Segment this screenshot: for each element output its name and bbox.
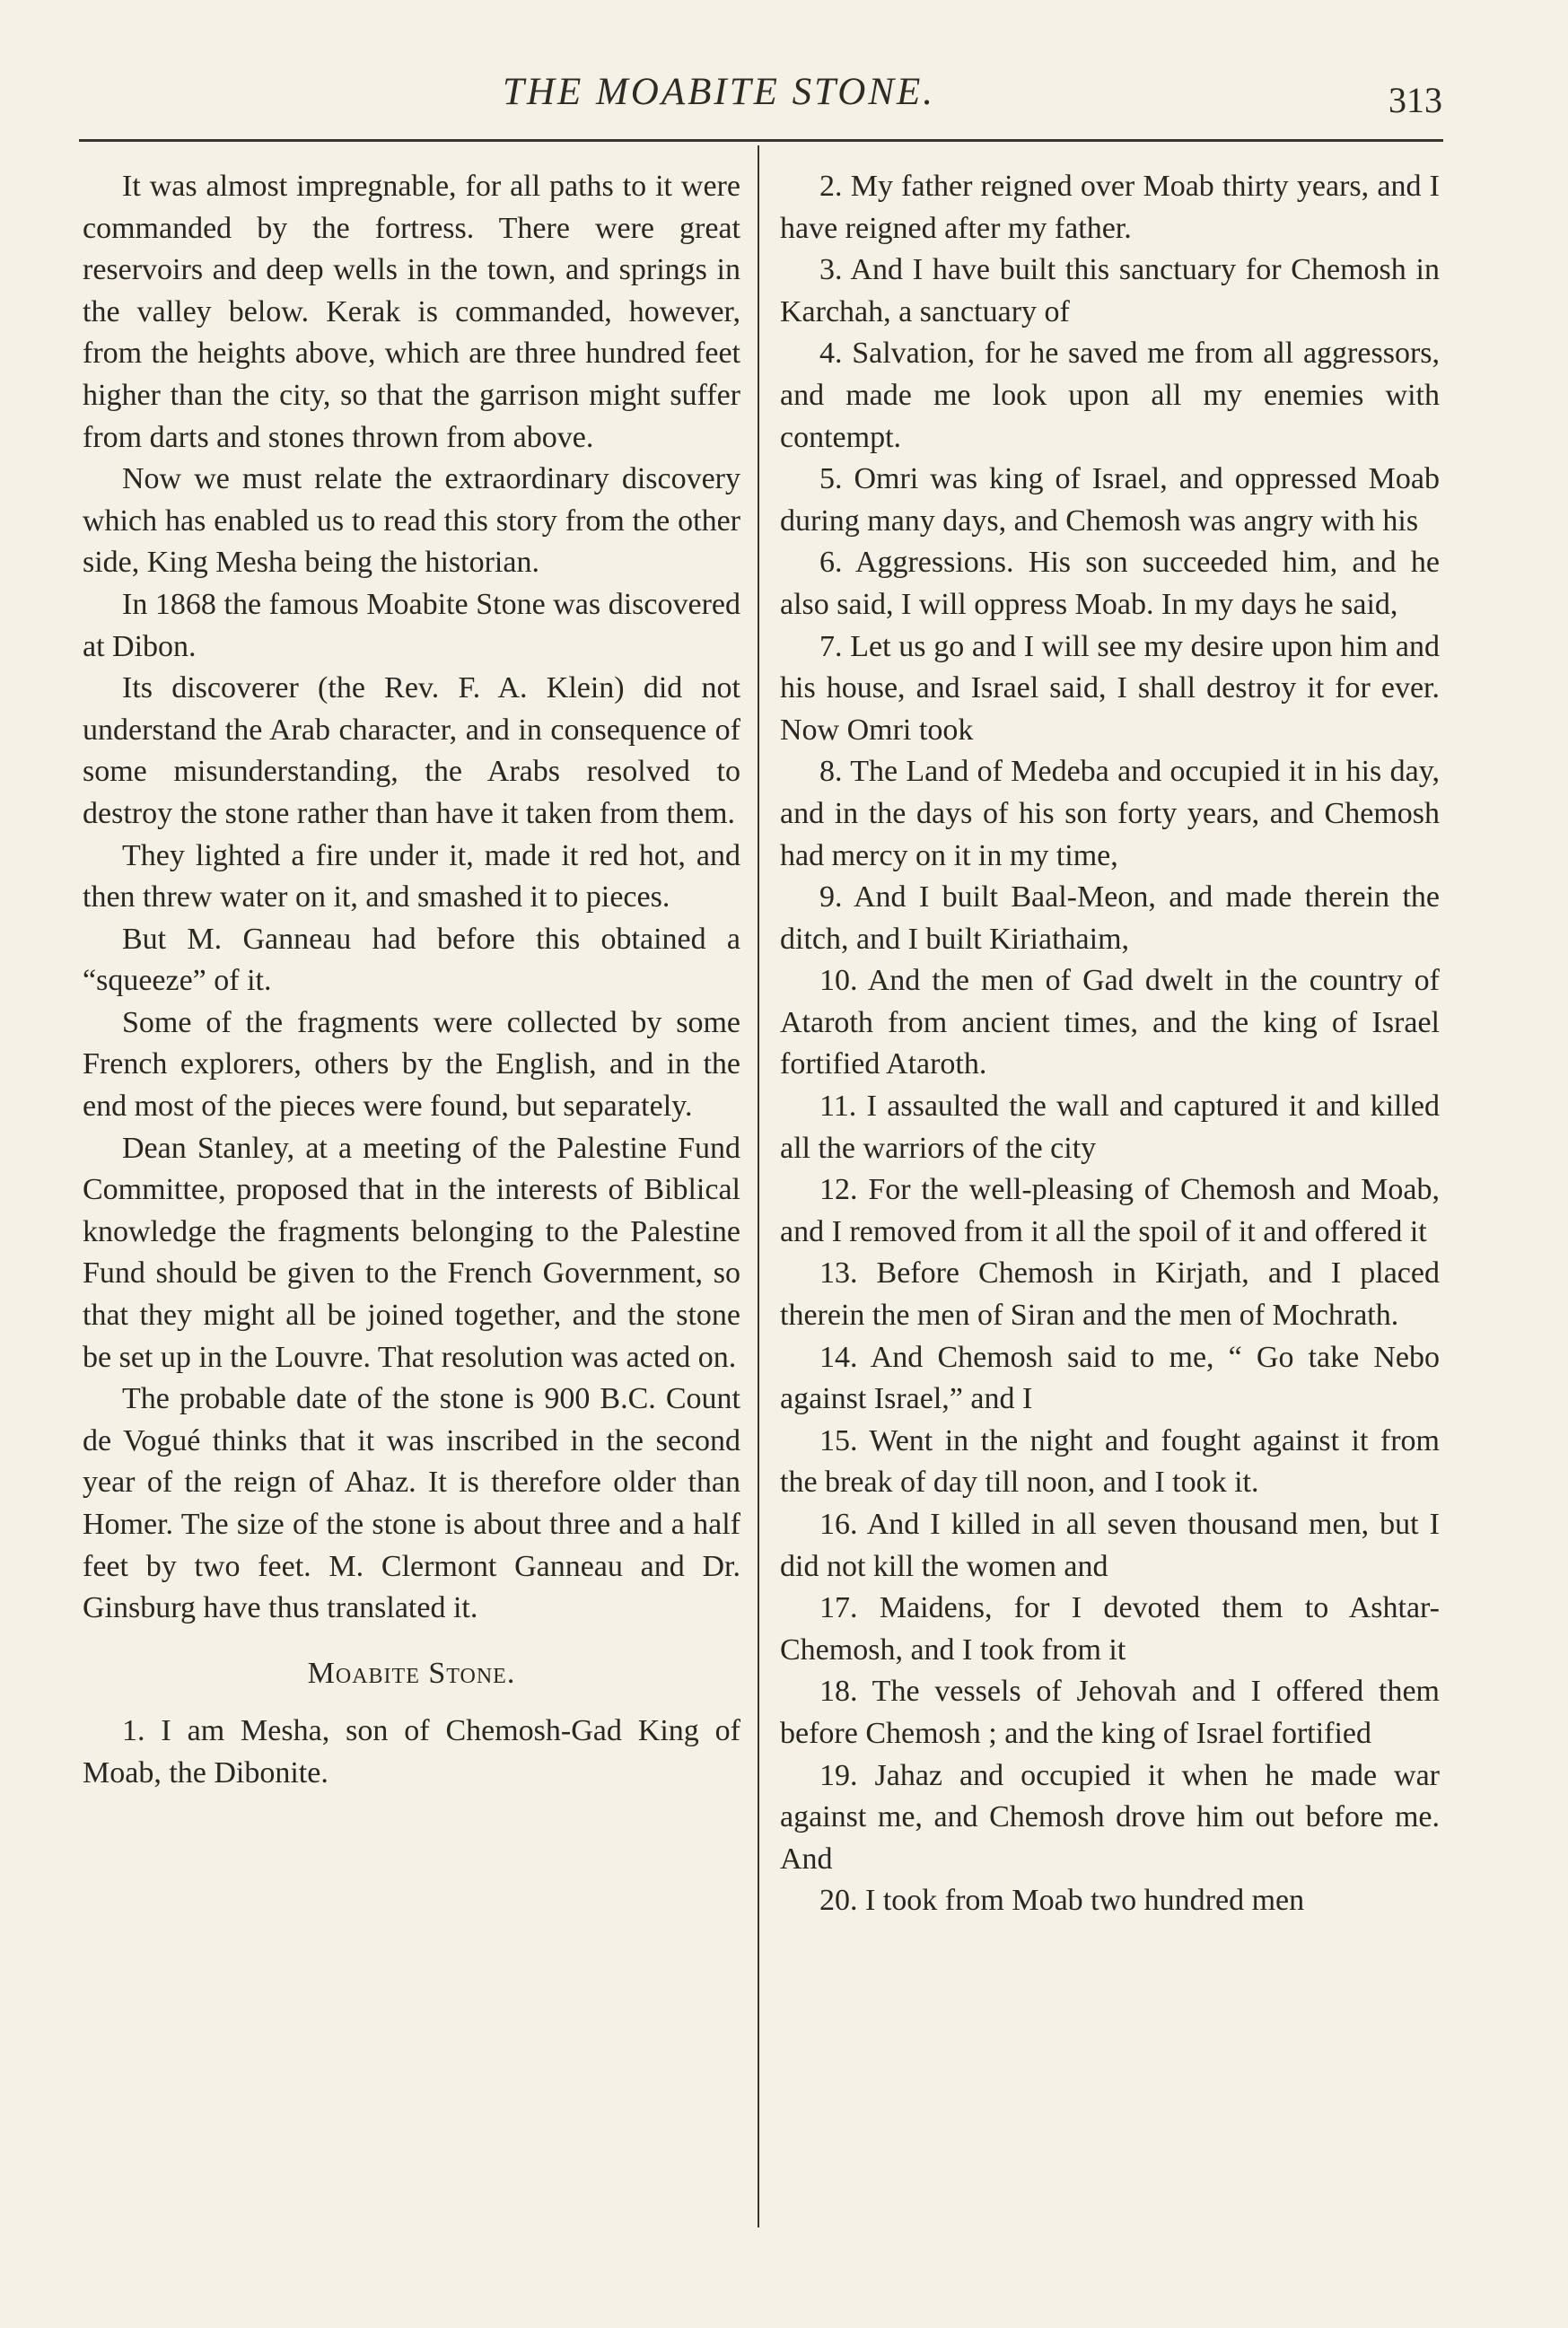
inscription-line: 1. I am Mesha, son of Chemosh-Gad King of Moab, the Dibonite. [83, 1714, 740, 1790]
paragraph: Now we must relate the extraordinary discovery which has enabled us to read this story from the other side, King Mesha being the historian. [83, 462, 740, 580]
inscription-line: 2. My father reigned over Moab thirty years, and I have reigned after my father. [780, 170, 1440, 245]
header-rule [79, 139, 1443, 142]
paragraph: In 1868 the famous Moabite Stone was discovered at Dibon. [83, 587, 740, 663]
inscription-line: 5. Omri was king of Israel, and oppressed Moab during many days, and Chemosh was angry with his [780, 462, 1440, 538]
inscription-line: 18. The vessels of Jehovah and I offered them before Chemosh ; and the king of Israel fortified [780, 1675, 1440, 1750]
inscription-line: 10. And the men of Gad dwelt in the country of Ataroth from ancient times, and the king of Israel fortified Ataroth. [780, 964, 1440, 1081]
inscription-line: 4. Salvation, for he saved me from all aggressors, and made me look upon all my enemies with contempt. [780, 337, 1440, 454]
inscription-line: 19. Jahaz and occupied it when he made war against me, and Chemosh drove him out before me. And [780, 1758, 1440, 1876]
left-column [83, 166, 740, 1795]
paragraph: But M. Ganneau had before this obtained a “squeeze” of it. [83, 922, 740, 998]
inscription-line: 8. The Land of Medeba and occupied it in his day, and in the days of his son forty years, and Chemosh had mercy on it in my time, [780, 755, 1440, 872]
paragraph: It was almost impregnable, for all paths to it were commanded by the fortress. There were great reservoirs and deep wells in the town, and springs in the valley below. Kerak is commanded, however, from the heights above, which are three hundred feet higher than the city, so that the garrison might suffer from darts and stones thrown from above. [83, 170, 740, 454]
column-divider [758, 145, 759, 2227]
inscription-line: 3. And I have built this sanctuary for Chemosh in Karchah, a sanctuary of [780, 253, 1440, 328]
inscription-line: 14. And Chemosh said to me, “ Go take Nebo against Israel,” and I [780, 1340, 1440, 1416]
inscription-line: 17. Maidens, for I devoted them to Ashtar-Chemosh, and I took from it [780, 1591, 1440, 1667]
inscription-line: 11. I assaulted the wall and captured it and killed all the warriors of the city [780, 1090, 1440, 1165]
paragraph: Some of the fragments were collected by some French explorers, others by the English, and in the end most of the pieces were found, but separately. [83, 1005, 740, 1124]
inscription-line: 20. I took from Moab two hundred men [819, 1884, 1305, 1918]
paragraph: Dean Stanley, at a meeting of the Palestine Fund Committee, proposed that in the interests of Biblical knowledge the fragments belonging to the Palestine Fund should be given to the French Government, so that they might all be joined together, and the stone be set up in the Louvre. That resolution was acted on. [83, 1131, 740, 1374]
inscription-line: 13. Before Chemosh in Kirjath, and I placed therein the men of Siran and the men of Mochrath. [780, 1256, 1440, 1333]
paragraph: Its discoverer (the Rev. F. A. Klein) did not understand the Arab character, and in consequence of some misunderstanding, the Arabs resolved to destroy the stone rather than have it taken from them. [83, 671, 740, 830]
inscription-line: 12. For the well-pleasing of Chemosh and Moab, and I removed from it all the spoil of it and offered it [780, 1173, 1440, 1248]
inscription-line: 6. Aggressions. His son succeeded him, and he also said, I will oppress Moab. In my days he said, [780, 546, 1440, 621]
paragraph: The probable date of the stone is 900 B.C. Count de Vogué thinks that it was inscribed in the second year of the reign of Ahaz. It is therefore older than Homer. The size of the stone is about three and a half feet by two feet. M. Clermont Ganneau and Dr. Ginsburg have thus translated it. [83, 1382, 740, 1625]
inscription-line: 7. Let us go and I will see my desire upon him and his house, and Israel said, I shall destroy it for ever. Now Omri took [780, 629, 1440, 747]
right-column [780, 166, 1440, 1922]
page-number: 313 [1388, 80, 1442, 120]
inscription-line: 9. And I built Baal-Meon, and made therein the ditch, and I built Kiriathaim, [780, 880, 1440, 956]
paragraph: They lighted a fire under it, made it red hot, and then threw water on it, and smashed it to pieces. [83, 838, 740, 915]
running-title: THE MOABITE STONE. [503, 71, 936, 113]
inscription-line: 15. Went in the night and fought against it from the break of day till noon, and I took it. [780, 1423, 1440, 1500]
running-header [0, 70, 1568, 124]
section-heading: Moabite Stone. [307, 1656, 516, 1690]
inscription-line: 16. And I killed in all seven thousand men, but I did not kill the women and [780, 1508, 1440, 1583]
